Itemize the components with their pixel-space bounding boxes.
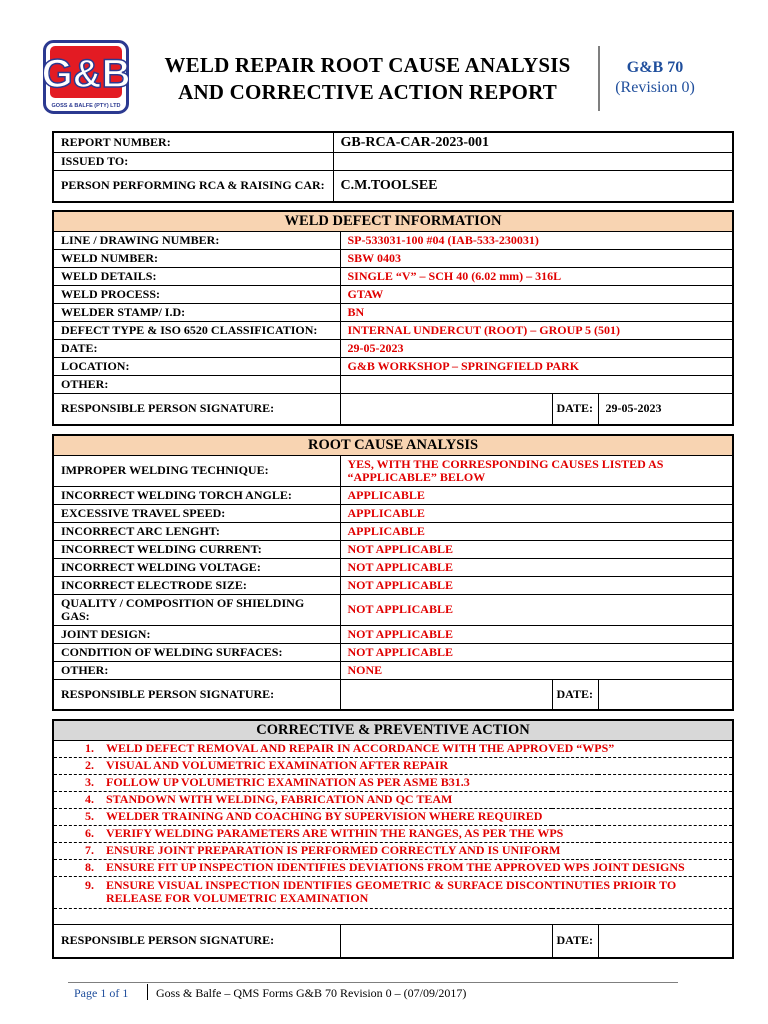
- logo-text: G&B: [43, 52, 129, 96]
- date-label: DATE:: [552, 679, 598, 710]
- row-value: NOT APPLICABLE: [340, 643, 733, 661]
- company-logo: [43, 40, 129, 114]
- person-label: PERSON PERFORMING RCA & RAISING CAR:: [53, 170, 333, 202]
- title-line-1: WELD REPAIR ROOT CAUSE ANALYSIS: [164, 53, 571, 77]
- table-row: [53, 661, 733, 679]
- signature-field[interactable]: [340, 679, 552, 710]
- item-text: WELDER TRAINING AND COACHING BY SUPERVISION WHERE REQUIRED: [106, 809, 543, 823]
- list-item-blank: [53, 908, 733, 924]
- form-code: G&B 70: [626, 59, 684, 76]
- signature-row: [53, 679, 733, 710]
- row-label: WELD NUMBER:: [53, 249, 340, 267]
- row-value: BN: [340, 303, 733, 321]
- issued-to-row: [53, 152, 733, 170]
- root-cause-heading: ROOT CAUSE ANALYSIS: [53, 435, 733, 455]
- report-number-label: REPORT NUMBER:: [53, 132, 333, 152]
- list-item: [53, 740, 733, 757]
- row-value: NONE: [340, 661, 733, 679]
- list-item: [53, 859, 733, 876]
- row-value: YES, WITH THE CORRESPONDING CAUSES LISTED AS “APPLICABLE” BELOW: [340, 455, 733, 486]
- person-value: C.M.TOOLSEE: [333, 170, 733, 202]
- row-value: SINGLE “V” – SCH 40 (6.02 mm) – 316L: [340, 267, 733, 285]
- row-label: QUALITY / COMPOSITION OF SHIELDING GAS:: [53, 594, 340, 625]
- row-value: NOT APPLICABLE: [340, 540, 733, 558]
- issued-to-label: ISSUED TO:: [53, 152, 333, 170]
- logo-subtext: GOSS & BALFE (PTY) LTD: [51, 103, 121, 109]
- item-text: FOLLOW UP VOLUMETRIC EXAMINATION AS PER ASME B31.3: [106, 775, 470, 789]
- table-row: [53, 558, 733, 576]
- report-number-value: GB-RCA-CAR-2023-001: [333, 132, 733, 152]
- row-value: NOT APPLICABLE: [340, 576, 733, 594]
- item-text: ENSURE JOINT PREPARATION IS PERFORMED CORRECTLY AND IS UNIFORM: [106, 843, 561, 857]
- form-code-block: [605, 58, 705, 98]
- signature-field[interactable]: [340, 924, 552, 958]
- row-label: INCORRECT WELDING CURRENT:: [53, 540, 340, 558]
- item-number: 2.: [85, 758, 94, 772]
- table-row: [53, 576, 733, 594]
- list-item: [53, 808, 733, 825]
- root-cause-table: [52, 434, 734, 711]
- row-label: JOINT DESIGN:: [53, 625, 340, 643]
- list-item: [53, 825, 733, 842]
- table-row: [53, 303, 733, 321]
- table-row: [53, 486, 733, 504]
- row-label: OTHER:: [53, 661, 340, 679]
- row-label: EXCESSIVE TRAVEL SPEED:: [53, 504, 340, 522]
- row-value: GTAW: [340, 285, 733, 303]
- row-value: G&B WORKSHOP – SPRINGFIELD PARK: [340, 357, 733, 375]
- date-value[interactable]: [598, 924, 733, 958]
- row-value: SBW 0403: [340, 249, 733, 267]
- item-number: 1.: [85, 741, 94, 755]
- row-label: INCORRECT WELDING VOLTAGE:: [53, 558, 340, 576]
- list-item: [53, 842, 733, 859]
- weld-defect-heading: WELD DEFECT INFORMATION: [53, 211, 733, 231]
- corrective-header-row: [53, 720, 733, 740]
- list-item: [53, 757, 733, 774]
- row-label: DATE:: [53, 339, 340, 357]
- table-row: [53, 285, 733, 303]
- table-row: [53, 267, 733, 285]
- row-label: WELD DETAILS:: [53, 267, 340, 285]
- row-label: IMPROPER WELDING TECHNIQUE:: [53, 455, 340, 486]
- signature-row: [53, 924, 733, 958]
- footer-divider: [68, 982, 678, 983]
- date-value[interactable]: [598, 679, 733, 710]
- corrective-heading: CORRECTIVE & PREVENTIVE ACTION: [53, 720, 733, 740]
- item-number: 7.: [85, 843, 94, 857]
- row-label: LINE / DRAWING NUMBER:: [53, 231, 340, 249]
- table-row: [53, 625, 733, 643]
- item-text: ENSURE FIT UP INSPECTION IDENTIFIES DEVIATIONS FROM THE APPROVED WPS JOINT DESIGNS: [106, 860, 685, 874]
- date-label: DATE:: [552, 924, 598, 958]
- row-label: WELD PROCESS:: [53, 285, 340, 303]
- list-item: [53, 791, 733, 808]
- signature-label: RESPONSIBLE PERSON SIGNATURE:: [53, 679, 340, 710]
- footer-text: Goss & Balfe – QMS Forms G&B 70 Revision 0 – (07/09/2017): [156, 986, 467, 1000]
- row-value: APPLICABLE: [340, 504, 733, 522]
- item-number: 3.: [85, 775, 94, 789]
- list-item: [53, 774, 733, 791]
- item-text: VERIFY WELDING PARAMETERS ARE WITHIN THE RANGES, AS PER THE WPS: [106, 826, 564, 840]
- issued-to-value: [333, 152, 733, 170]
- table-row: [53, 231, 733, 249]
- row-value: SP-533031-100 #04 (IAB-533-230031): [340, 231, 733, 249]
- signature-label: RESPONSIBLE PERSON SIGNATURE:: [53, 924, 340, 958]
- person-row: [53, 170, 733, 202]
- item-text: ENSURE VISUAL INSPECTION IDENTIFIES GEOMETRIC & SURFACE DISCONTINUTIES PRIOIR TO RELEASE FOR VOLUMETRIC EXAMINATION: [106, 878, 677, 905]
- footer-separator: [147, 984, 148, 1000]
- row-value: NOT APPLICABLE: [340, 625, 733, 643]
- table-row: [53, 357, 733, 375]
- item-number: 8.: [85, 860, 94, 874]
- table-row: [53, 643, 733, 661]
- footer-page-number: Page 1 of 1: [74, 986, 129, 1000]
- table-row: [53, 540, 733, 558]
- item-number: 5.: [85, 809, 94, 823]
- signature-field[interactable]: [340, 393, 552, 425]
- table-row: [53, 455, 733, 486]
- report-title: [140, 52, 595, 106]
- row-label: INCORRECT ARC LENGHT:: [53, 522, 340, 540]
- weld-defect-table: [52, 210, 734, 426]
- report-number-row: [53, 132, 733, 152]
- row-value: [340, 375, 733, 393]
- date-value[interactable]: 29-05-2023: [598, 393, 733, 425]
- table-row: [53, 249, 733, 267]
- weld-defect-header-row: [53, 211, 733, 231]
- item-number: 6.: [85, 826, 94, 840]
- form-revision: (Revision 0): [615, 79, 695, 96]
- row-value: NOT APPLICABLE: [340, 594, 733, 625]
- item-text: VISUAL AND VOLUMETRIC EXAMINATION AFTER REPAIR: [106, 758, 449, 772]
- root-cause-header-row: [53, 435, 733, 455]
- signature-label: RESPONSIBLE PERSON SIGNATURE:: [53, 393, 340, 425]
- row-label: INCORRECT WELDING TORCH ANGLE:: [53, 486, 340, 504]
- list-item: [53, 876, 733, 908]
- header-divider: [598, 46, 600, 111]
- item-text: STANDOWN WITH WELDING, FABRICATION AND QC TEAM: [106, 792, 453, 806]
- signature-row: [53, 393, 733, 425]
- item-number: 4.: [85, 792, 94, 806]
- row-value: 29-05-2023: [340, 339, 733, 357]
- item-text: WELD DEFECT REMOVAL AND REPAIR IN ACCORDANCE WITH THE APPROVED “WPS”: [106, 741, 615, 755]
- row-value: INTERNAL UNDERCUT (ROOT) – GROUP 5 (501): [340, 321, 733, 339]
- corrective-action-table: [52, 719, 734, 959]
- row-value: APPLICABLE: [340, 486, 733, 504]
- table-row: [53, 339, 733, 357]
- row-label: OTHER:: [53, 375, 340, 393]
- report-info-table: [52, 131, 734, 203]
- table-row: [53, 522, 733, 540]
- row-label: WELDER STAMP/ I.D:: [53, 303, 340, 321]
- row-label: INCORRECT ELECTRODE SIZE:: [53, 576, 340, 594]
- row-value: APPLICABLE: [340, 522, 733, 540]
- row-label: LOCATION:: [53, 357, 340, 375]
- table-row: [53, 375, 733, 393]
- table-row: [53, 321, 733, 339]
- row-label: DEFECT TYPE & ISO 6520 CLASSIFICATION:: [53, 321, 340, 339]
- row-value: NOT APPLICABLE: [340, 558, 733, 576]
- row-label: CONDITION OF WELDING SURFACES:: [53, 643, 340, 661]
- item-number: 9.: [85, 878, 94, 892]
- date-label: DATE:: [552, 393, 598, 425]
- table-row: [53, 594, 733, 625]
- title-line-2: AND CORRECTIVE ACTION REPORT: [178, 80, 557, 104]
- table-row: [53, 504, 733, 522]
